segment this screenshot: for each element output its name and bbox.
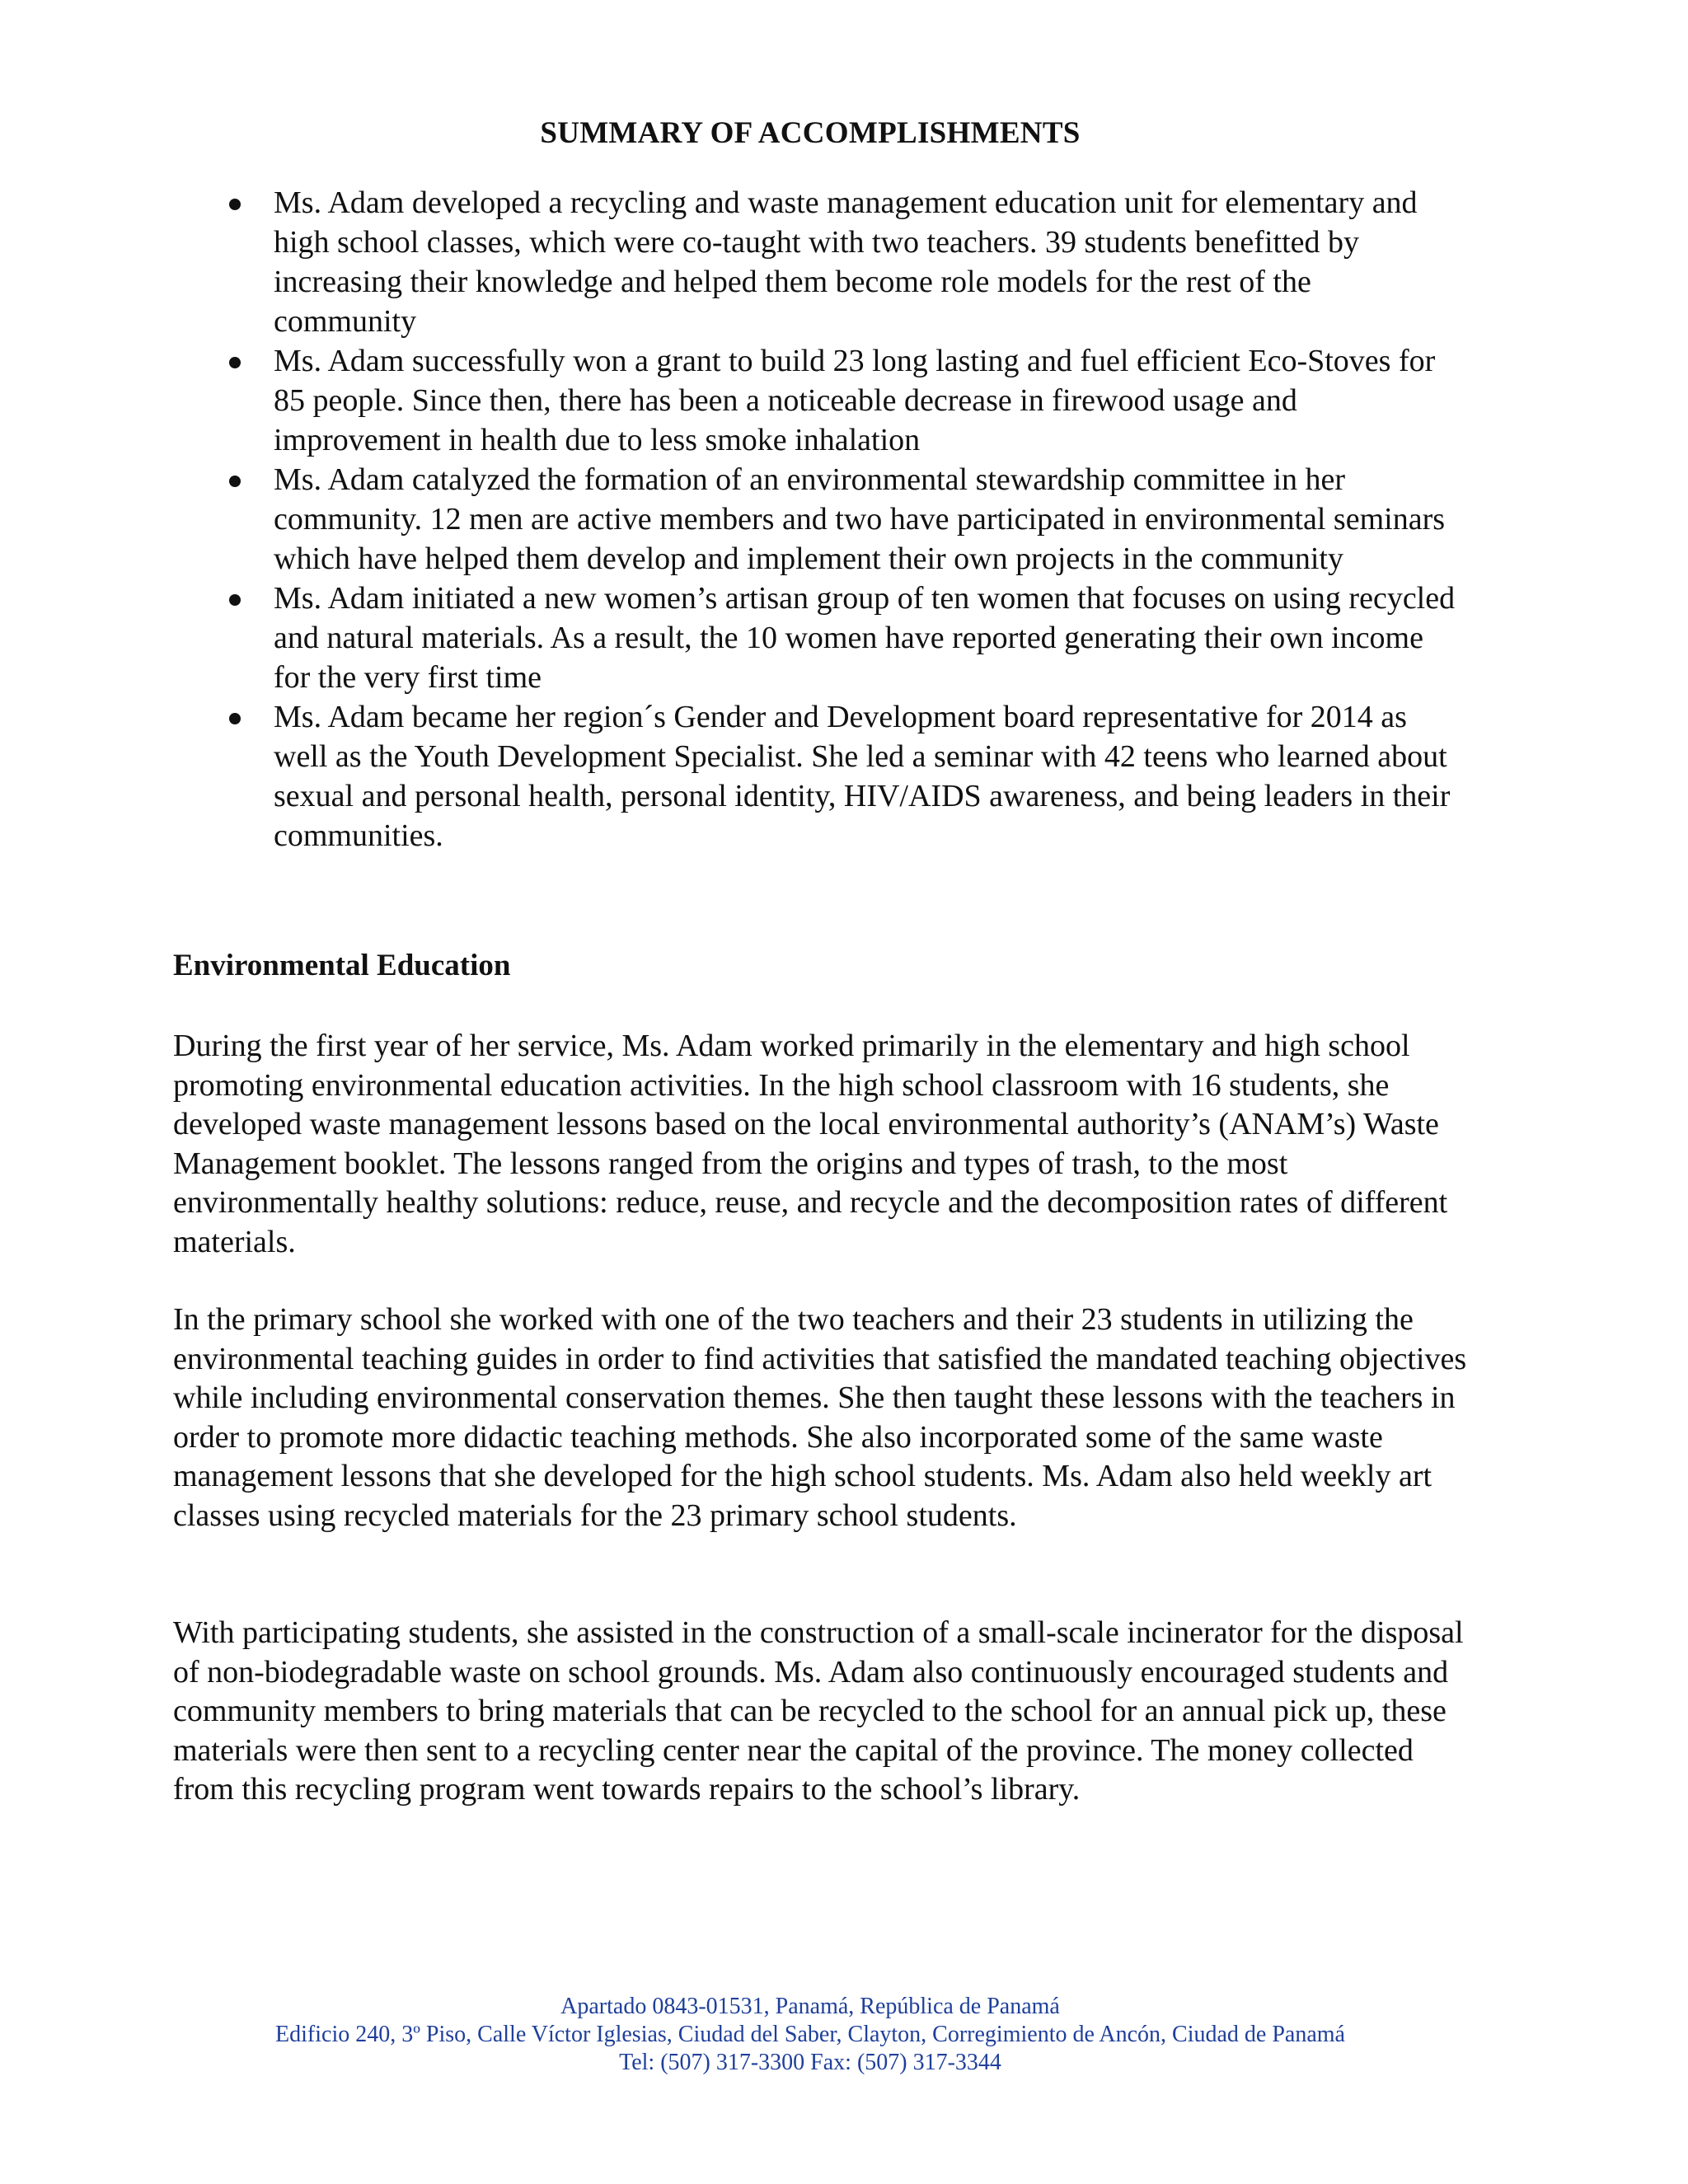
footer-contact-line: Tel: (507) 317-3300 Fax: (507) 317-3344 — [619, 2050, 1001, 2075]
body-paragraph: With participating students, she assisted in the construction of a small-scale incinerator for the disposal of non-biodegradable waste on school grounds. Ms. Adam also continuously encouraged students and community members to bring materials that can be recycled to the school for an annual pick up, these materials were then sent to a recycling center near the capital of the province. The money collected from this recycling program went towards repairs to the school’s library. — [173, 1615, 1464, 1807]
body-paragraph: During the first year of her service, Ms. Adam worked primarily in the elementary and high school promoting environmental education activities. In the high school classroom with 16 students, she developed waste management lessons based on the local environmental authority’s (ANAM’s) Waste Management booklet. The lessons ranged from the origins and types of trash, to the most environmentally healthy solutions: reduce, reuse, and recycle and the decomposition rates of different materials. — [173, 1029, 1448, 1259]
bullet-icon — [229, 713, 241, 724]
footer-address-line: Apartado 0843-01531, Panamá, República de Panamá — [560, 1994, 1060, 2019]
list-item — [0, 697, 1461, 855]
footer-building-line: Edificio 240, 3º Piso, Calle Víctor Iglesias, Ciudad del Saber, Clayton, Corregimiento de Ancón, Ciudad de Panamá — [275, 2022, 1345, 2047]
list-item — [0, 579, 1461, 697]
list-item-text: Ms. Adam successfully won a grant to build 23 long lasting and fuel efficient Eco-Stoves for 85 people. Since then, there has been a noticeable decrease in firewood usage and improvement in health due to less smoke inhalation — [274, 344, 1436, 457]
page-title: SUMMARY OF ACCOMPLISHMENTS — [540, 116, 1081, 150]
list-item-text: Ms. Adam catalyzed the formation of an environmental stewardship committee in her community. 12 men are active members and two have participated in environmental seminars which have helped them develop and implement their own projects in the community — [274, 462, 1446, 576]
bullet-icon — [229, 594, 241, 606]
list-item — [0, 460, 1461, 579]
accomplishments-list — [0, 183, 1688, 855]
body-paragraph: In the primary school she worked with one of the two teachers and their 23 students in utilizing the environmental teaching guides in order to find activities that satisfied the mandated teaching objectives while including environmental conservation themes. She then taught these lessons with the teachers in order to promote more didactic teaching methods. She also incorporated some of the same waste management lessons that she developed for the high school students. Ms. Adam also held weekly art classes using recycled materials for the 23 primary school students. — [173, 1302, 1467, 1533]
bullet-icon — [229, 357, 241, 368]
bullet-icon — [229, 199, 241, 210]
list-item-text: Ms. Adam initiated a new women’s artisan group of ten women that focuses on using recycled and natural materials. As a result, the 10 women have reported generating their own income for the very first time — [274, 581, 1456, 695]
list-item — [0, 183, 1461, 341]
bullet-icon — [229, 476, 241, 487]
list-item-text: Ms. Adam became her region´s Gender and Development board representative for 2014 as well as the Youth Development Specialist. She led a seminar with 42 teens who learned about sexual and personal health, personal identity, HIV/AIDS awareness, and being leaders in their communities. — [274, 700, 1451, 853]
list-item — [0, 341, 1461, 460]
list-item-text: Ms. Adam developed a recycling and waste management education unit for elementary and high school classes, which were co-taught with two teachers. 39 students benefitted by increasing their knowledge and helped them become role models for the rest of the community — [274, 185, 1418, 339]
page-footer — [0, 1993, 1620, 2077]
section-heading: Environmental Education — [173, 949, 511, 982]
